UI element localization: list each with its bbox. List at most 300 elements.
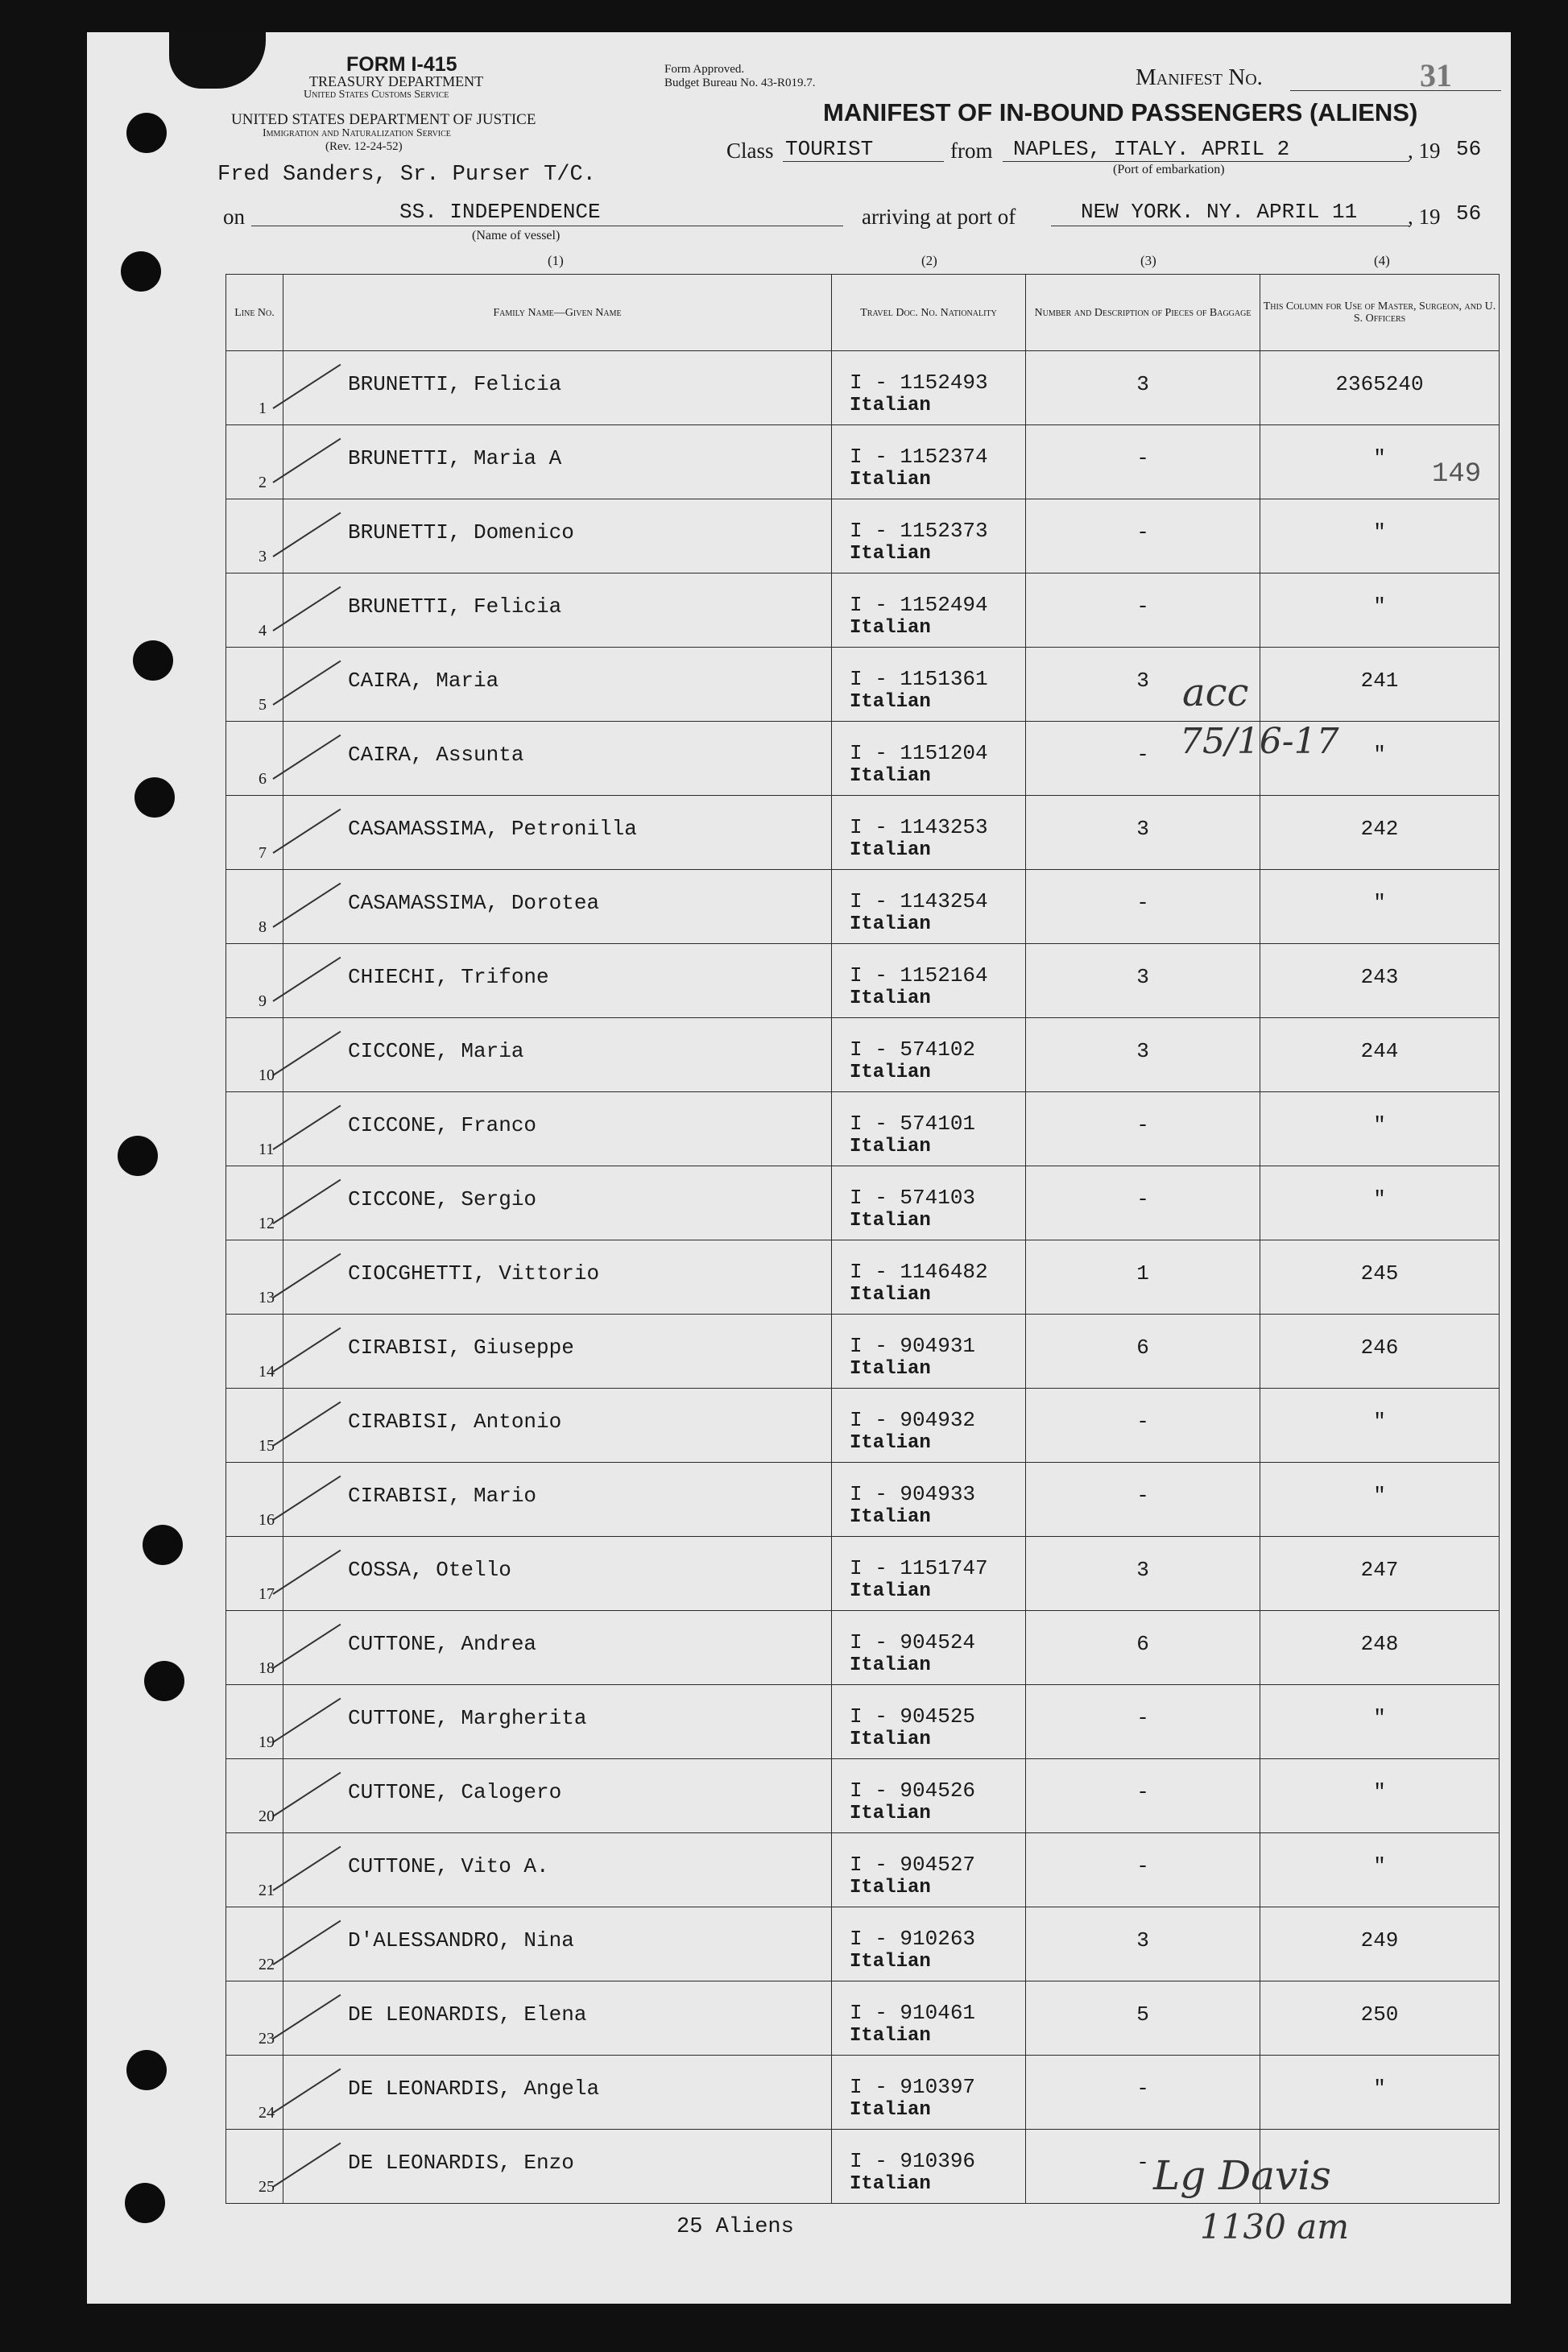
passenger-name: DE LEONARDIS, Enzo — [348, 2151, 574, 2175]
passenger-name: BRUNETTI, Felicia — [348, 594, 562, 619]
line-cell — [226, 499, 283, 574]
nationality: Italian — [850, 1062, 931, 1083]
line-cell — [226, 1833, 283, 1907]
officer-note: " — [1373, 1780, 1386, 1804]
officer-cell — [1260, 796, 1500, 870]
line-cell — [226, 722, 283, 796]
form-number: FORM I-415 — [346, 53, 457, 76]
nationality: Italian — [850, 1432, 931, 1454]
header-line-no: Line No. — [226, 275, 283, 351]
table-row — [226, 1981, 1500, 2056]
baggage-count: - — [1136, 891, 1149, 915]
customs-service: United States Customs Service — [304, 89, 449, 101]
table-row — [226, 499, 1500, 574]
travel-doc-number: I - 1151747 — [850, 1556, 988, 1580]
officer-note: " — [1373, 594, 1386, 619]
officer-note: " — [1373, 520, 1386, 545]
manifest-title: MANIFEST OF IN-BOUND PASSENGERS (ALIENS) — [823, 98, 1418, 126]
table-row — [226, 1463, 1500, 1537]
officer-note: 243 — [1360, 965, 1399, 989]
officer-note: 245 — [1360, 1261, 1399, 1286]
line-cell — [226, 1166, 283, 1240]
table-row — [226, 648, 1500, 722]
line-number: 8 — [259, 918, 267, 936]
table-row — [226, 351, 1500, 425]
name-cell — [283, 1759, 832, 1833]
travel-doc-number: I - 1143254 — [850, 889, 988, 913]
line-cell — [226, 2056, 283, 2130]
doc-cell — [832, 1240, 1026, 1315]
line-number: 2 — [259, 474, 267, 491]
line-cell — [226, 1240, 283, 1315]
name-cell — [283, 1315, 832, 1389]
travel-doc-number: I - 574102 — [850, 1037, 976, 1062]
name-cell — [283, 2130, 832, 2204]
officer-note: 250 — [1360, 2002, 1399, 2027]
line-cell — [226, 1537, 283, 1611]
doc-cell — [832, 1833, 1026, 1907]
line-cell — [226, 1611, 283, 1685]
header-officers: This Column for Use of Master, Surgeon, and U. S. Officers — [1260, 275, 1500, 351]
officer-note: " — [1373, 743, 1386, 767]
travel-doc-number: I - 1143253 — [850, 815, 988, 839]
doc-cell — [832, 2130, 1026, 2204]
doc-cell — [832, 648, 1026, 722]
line-cell — [226, 1018, 283, 1092]
punch-hole — [133, 640, 173, 681]
baggage-count: 3 — [1136, 1039, 1149, 1063]
baggage-cell — [1026, 1315, 1260, 1389]
baggage-count: - — [1136, 594, 1149, 619]
officer-note: 248 — [1360, 1632, 1399, 1656]
line-number: 16 — [259, 1511, 275, 1529]
doc-cell — [832, 1463, 1026, 1537]
table-row — [226, 1389, 1500, 1463]
purser-line: Fred Sanders, Sr. Purser T/C. — [217, 163, 596, 187]
name-cell — [283, 1611, 832, 1685]
nationality: Italian — [850, 1729, 931, 1750]
passenger-name: CHIECHI, Trifone — [348, 965, 549, 989]
table-row — [226, 1685, 1500, 1759]
table-row — [226, 1759, 1500, 1833]
arriving-label: arriving at port of — [862, 205, 1016, 229]
baggage-count: - — [1136, 1484, 1149, 1508]
line-cell — [226, 1389, 283, 1463]
travel-doc-number: I - 1152373 — [850, 519, 988, 543]
line-cell — [226, 1092, 283, 1166]
passenger-name: CAIRA, Assunta — [348, 743, 524, 767]
line-number: 3 — [259, 548, 267, 565]
budget-bureau: Budget Bureau No. 43-R019.7. — [664, 77, 816, 89]
baggage-cell — [1026, 574, 1260, 648]
nationality: Italian — [850, 469, 931, 491]
officer-cell — [1260, 1389, 1500, 1463]
punch-hole — [121, 251, 161, 292]
baggage-cell — [1026, 2056, 1260, 2130]
officer-cell — [1260, 1092, 1500, 1166]
officer-cell — [1260, 1981, 1500, 2056]
officer-cell — [1260, 1759, 1500, 1833]
officer-note: 244 — [1360, 1039, 1399, 1063]
line-number: 19 — [259, 1733, 275, 1751]
officer-cell — [1260, 1463, 1500, 1537]
passenger-name: BRUNETTI, Domenico — [348, 520, 574, 545]
officer-cell — [1260, 648, 1500, 722]
name-cell — [283, 1537, 832, 1611]
travel-doc-number: I - 1152164 — [850, 963, 988, 988]
line-cell — [226, 1685, 283, 1759]
baggage-cell — [1026, 1611, 1260, 1685]
travel-doc-number: I - 904524 — [850, 1630, 976, 1654]
baggage-count: - — [1136, 1187, 1149, 1211]
name-cell — [283, 1685, 832, 1759]
nationality: Italian — [850, 988, 931, 1009]
travel-doc-number: I - 910397 — [850, 2075, 976, 2099]
nationality: Italian — [850, 1358, 931, 1380]
margin-note: 149 — [1432, 459, 1482, 490]
baggage-count: 5 — [1136, 2002, 1149, 2027]
nationality: Italian — [850, 913, 931, 935]
travel-doc-number: I - 1152493 — [850, 371, 988, 395]
officer-note: 242 — [1360, 817, 1399, 841]
doc-cell — [832, 1092, 1026, 1166]
col-num-1: (1) — [548, 253, 564, 268]
revision-line: (Rev. 12-24-52) — [325, 140, 403, 153]
passenger-name: CUTTONE, Margherita — [348, 1706, 587, 1730]
nationality: Italian — [850, 2025, 931, 2047]
passenger-name: BRUNETTI, Felicia — [348, 372, 562, 396]
officer-note: " — [1373, 1484, 1386, 1508]
name-cell — [283, 648, 832, 722]
line-number: 12 — [259, 1215, 275, 1232]
name-cell — [283, 1092, 832, 1166]
officer-cell — [1260, 944, 1500, 1018]
doc-cell — [832, 1907, 1026, 1981]
passenger-name: CAIRA, Maria — [348, 669, 499, 693]
baggage-cell — [1026, 425, 1260, 499]
passenger-name: DE LEONARDIS, Angela — [348, 2077, 600, 2101]
doc-cell — [832, 1018, 1026, 1092]
line-number: 13 — [259, 1289, 275, 1306]
line-cell — [226, 1907, 283, 1981]
line-number: 10 — [259, 1066, 275, 1084]
baggage-cell — [1026, 499, 1260, 574]
baggage-count: - — [1136, 2077, 1149, 2101]
class-underline — [783, 161, 944, 162]
name-cell — [283, 1240, 832, 1315]
line-number: 11 — [259, 1141, 275, 1158]
line-number: 7 — [259, 844, 267, 862]
travel-doc-number: I - 1152494 — [850, 593, 988, 617]
line-cell — [226, 944, 283, 1018]
doc-cell — [832, 1389, 1026, 1463]
passenger-name: CIRABISI, Giuseppe — [348, 1335, 574, 1360]
officer-cell — [1260, 1166, 1500, 1240]
name-cell — [283, 574, 832, 648]
nationality: Italian — [850, 395, 931, 416]
line-number: 4 — [259, 622, 267, 640]
table-header-row — [226, 275, 1500, 351]
nationality: Italian — [850, 1654, 931, 1676]
baggage-count: - — [1136, 2151, 1149, 2175]
baggage-cell — [1026, 1833, 1260, 1907]
table-row — [226, 574, 1500, 648]
line-number: 20 — [259, 1807, 275, 1825]
passenger-name: CIRABISI, Mario — [348, 1484, 537, 1508]
baggage-count: 1 — [1136, 1261, 1149, 1286]
table-row — [226, 1833, 1500, 1907]
nationality: Italian — [850, 1506, 931, 1528]
col-num-4: (4) — [1374, 253, 1390, 268]
passenger-name: CIOCGHETTI, Vittorio — [348, 1261, 600, 1286]
class-label: Class — [726, 139, 774, 163]
officer-note: 247 — [1360, 1558, 1399, 1582]
baggage-count: 6 — [1136, 1632, 1149, 1656]
line-cell — [226, 574, 283, 648]
passenger-name: CICCONE, Franco — [348, 1113, 537, 1137]
punch-hole — [143, 1525, 183, 1565]
name-cell — [283, 2056, 832, 2130]
nationality: Italian — [850, 1284, 931, 1306]
doc-cell — [832, 2056, 1026, 2130]
officer-note: 241 — [1360, 669, 1399, 693]
doc-cell — [832, 944, 1026, 1018]
nationality: Italian — [850, 1136, 931, 1157]
line-number: 24 — [259, 2104, 275, 2122]
header-travel-doc: Travel Doc. No. Nationality — [832, 275, 1026, 351]
treasury-dept: TREASURY DEPARTMENT — [309, 73, 484, 89]
name-cell — [283, 944, 832, 1018]
line-number: 21 — [259, 1882, 275, 1899]
name-cell — [283, 870, 832, 944]
table-row — [226, 1092, 1500, 1166]
table-row — [226, 2056, 1500, 2130]
officer-note: " — [1373, 1113, 1386, 1137]
officer-note: " — [1373, 1187, 1386, 1211]
line-number: 9 — [259, 992, 267, 1010]
baggage-cell — [1026, 1759, 1260, 1833]
officer-note: " — [1373, 1410, 1386, 1434]
baggage-count: - — [1136, 1780, 1149, 1804]
nationality: Italian — [850, 1877, 931, 1899]
on-label: on — [223, 205, 245, 229]
baggage-cell — [1026, 1463, 1260, 1537]
doc-cell — [832, 1759, 1026, 1833]
passenger-name: D'ALESSANDRO, Nina — [348, 1928, 574, 1952]
nationality: Italian — [850, 691, 931, 713]
baggage-cell — [1026, 944, 1260, 1018]
line-number: 15 — [259, 1437, 275, 1455]
vessel-name: SS. INDEPENDENCE — [399, 200, 601, 224]
punch-hole — [125, 2183, 165, 2223]
passenger-name: CICCONE, Sergio — [348, 1187, 537, 1211]
name-cell — [283, 1463, 832, 1537]
table-row — [226, 1611, 1500, 1685]
baggage-count: 3 — [1136, 1928, 1149, 1952]
punch-hole — [126, 113, 167, 153]
officer-cell — [1260, 1537, 1500, 1611]
handwritten-range: 75/16-17 — [1180, 721, 1339, 762]
from-label: from — [950, 139, 993, 163]
nationality: Italian — [850, 1803, 931, 1824]
baggage-count: - — [1136, 743, 1149, 767]
arrival-value: NEW YORK. NY. APRIL 11 — [1081, 200, 1358, 224]
punch-hole — [118, 1136, 158, 1176]
travel-doc-number: I - 910461 — [850, 2001, 976, 2025]
name-cell — [283, 1166, 832, 1240]
name-cell — [283, 1833, 832, 1907]
line-cell — [226, 1315, 283, 1389]
table-row — [226, 796, 1500, 870]
line-number: 14 — [259, 1363, 275, 1381]
travel-doc-number: I - 910396 — [850, 2149, 976, 2173]
table-row — [226, 870, 1500, 944]
passenger-name: CICCONE, Maria — [348, 1039, 524, 1063]
vessel-note: (Name of vessel) — [472, 229, 561, 242]
doc-cell — [832, 1981, 1026, 2056]
line-number: 17 — [259, 1585, 275, 1603]
line-number: 25 — [259, 2178, 275, 2196]
baggage-cell — [1026, 1092, 1260, 1166]
officer-cell — [1260, 1907, 1500, 1981]
passenger-table — [225, 274, 1500, 2204]
embarkation-note: (Port of embarkation) — [1113, 163, 1225, 176]
travel-doc-number: I - 910263 — [850, 1927, 976, 1951]
travel-doc-number: I - 904526 — [850, 1778, 976, 1803]
arrival-year-prefix: , 19 — [1408, 205, 1441, 229]
doc-cell — [832, 425, 1026, 499]
nationality: Italian — [850, 2099, 931, 2121]
form-approved: Form Approved. — [664, 63, 745, 76]
travel-doc-number: I - 904932 — [850, 1408, 976, 1432]
nationality: Italian — [850, 2173, 931, 2195]
line-number: 1 — [259, 400, 267, 417]
col-num-3: (3) — [1140, 253, 1156, 268]
baggage-count: - — [1136, 1854, 1149, 1878]
name-cell — [283, 1389, 832, 1463]
baggage-cell — [1026, 796, 1260, 870]
officer-cell — [1260, 1240, 1500, 1315]
line-cell — [226, 2130, 283, 2204]
travel-doc-number: I - 904933 — [850, 1482, 976, 1506]
table-row — [226, 1018, 1500, 1092]
travel-doc-number: I - 1146482 — [850, 1260, 988, 1284]
nationality: Italian — [850, 1580, 931, 1602]
baggage-cell — [1026, 1537, 1260, 1611]
baggage-count: - — [1136, 520, 1149, 545]
name-cell — [283, 1981, 832, 2056]
name-cell — [283, 351, 832, 425]
travel-doc-number: I - 1151361 — [850, 667, 988, 691]
baggage-count: 3 — [1136, 372, 1149, 396]
officer-cell — [1260, 1685, 1500, 1759]
officer-note: " — [1373, 446, 1386, 470]
aliens-total: 25 Aliens — [676, 2215, 794, 2239]
baggage-cell — [1026, 1981, 1260, 2056]
table-row — [226, 944, 1500, 1018]
name-cell — [283, 1018, 832, 1092]
line-cell — [226, 1463, 283, 1537]
doc-cell — [832, 351, 1026, 425]
doc-cell — [832, 1537, 1026, 1611]
officer-note: " — [1373, 1706, 1386, 1730]
passenger-name: CUTTONE, Calogero — [348, 1780, 562, 1804]
officer-cell — [1260, 499, 1500, 574]
line-cell — [226, 351, 283, 425]
from-year-prefix: , 19 — [1408, 139, 1441, 163]
passenger-name: CIRABISI, Antonio — [348, 1410, 562, 1434]
officer-cell — [1260, 574, 1500, 648]
nationality: Italian — [850, 543, 931, 565]
officer-note: 249 — [1360, 1928, 1399, 1952]
name-cell — [283, 796, 832, 870]
punch-hole — [134, 777, 175, 818]
baggage-count: 3 — [1136, 965, 1149, 989]
officer-note: 246 — [1360, 1335, 1399, 1360]
table-row — [226, 1315, 1500, 1389]
baggage-count: - — [1136, 1113, 1149, 1137]
line-number: 5 — [259, 696, 267, 714]
baggage-cell — [1026, 1685, 1260, 1759]
punch-hole — [144, 1661, 184, 1701]
header-family-name: Family Name—Given Name — [283, 275, 832, 351]
name-cell — [283, 425, 832, 499]
doj-line: UNITED STATES DEPARTMENT OF JUSTICE — [231, 111, 536, 128]
baggage-cell — [1026, 870, 1260, 944]
handwritten-time: 1130 am — [1200, 2207, 1350, 2246]
line-cell — [226, 648, 283, 722]
ins-line: Immigration and Naturalization Service — [263, 127, 451, 139]
punch-hole — [126, 2050, 167, 2090]
doc-cell — [832, 1685, 1026, 1759]
nationality: Italian — [850, 1951, 931, 1973]
line-cell — [226, 1759, 283, 1833]
officer-cell — [1260, 870, 1500, 944]
handwritten-acc: acc — [1182, 670, 1249, 715]
officer-note: 2365240 — [1335, 372, 1424, 396]
line-cell — [226, 425, 283, 499]
officer-note: " — [1373, 1854, 1386, 1878]
line-cell — [226, 1981, 283, 2056]
baggage-count: 3 — [1136, 1558, 1149, 1582]
officer-cell — [1260, 2056, 1500, 2130]
baggage-count: - — [1136, 1706, 1149, 1730]
line-number: 6 — [259, 770, 267, 788]
line-number: 22 — [259, 1956, 275, 1973]
passenger-name: CUTTONE, Andrea — [348, 1632, 537, 1656]
table-row — [226, 1240, 1500, 1315]
baggage-cell — [1026, 1240, 1260, 1315]
travel-doc-number: I - 904931 — [850, 1334, 976, 1358]
line-number: 18 — [259, 1659, 275, 1677]
doc-cell — [832, 1315, 1026, 1389]
baggage-cell — [1026, 1166, 1260, 1240]
officer-cell — [1260, 1018, 1500, 1092]
nationality: Italian — [850, 765, 931, 787]
table-row — [226, 1166, 1500, 1240]
manifest-no-underline — [1290, 90, 1501, 91]
doc-cell — [832, 796, 1026, 870]
table-row — [226, 425, 1500, 499]
travel-doc-number: I - 574103 — [850, 1186, 976, 1210]
baggage-count: - — [1136, 446, 1149, 470]
passenger-name: CUTTONE, Vito A. — [348, 1854, 549, 1878]
baggage-cell — [1026, 351, 1260, 425]
passenger-name: DE LEONARDIS, Elena — [348, 2002, 587, 2027]
baggage-cell — [1026, 1018, 1260, 1092]
baggage-cell — [1026, 1389, 1260, 1463]
baggage-count: 3 — [1136, 669, 1149, 693]
